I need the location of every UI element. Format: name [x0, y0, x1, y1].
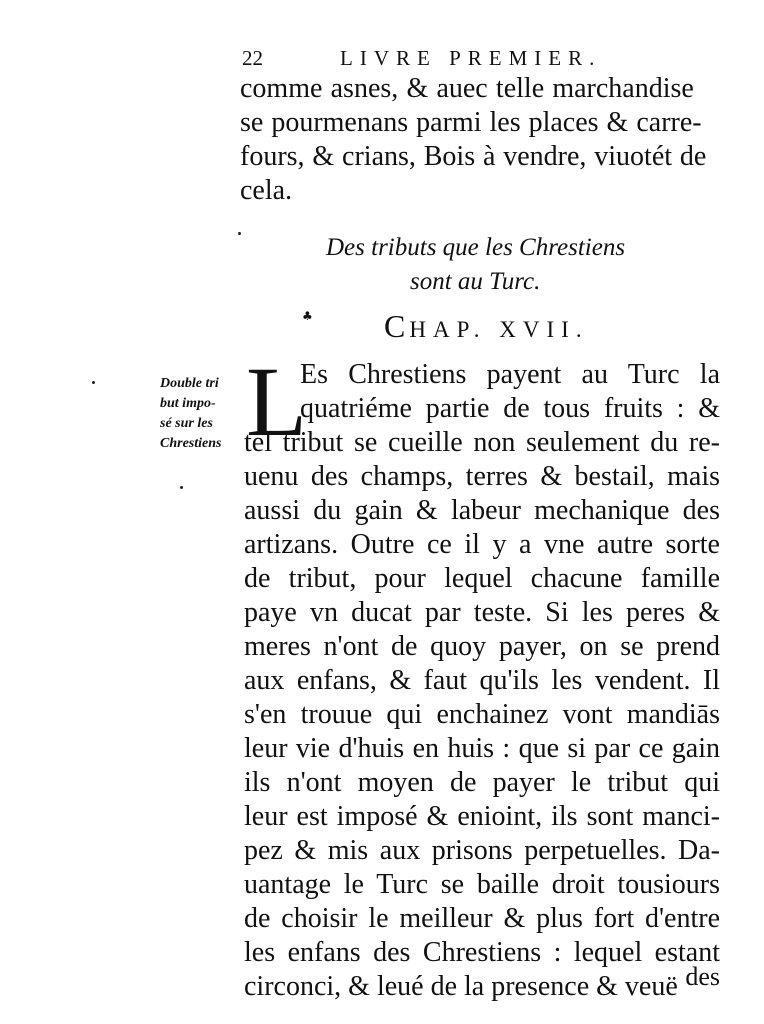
text-line: cela. [240, 175, 293, 206]
text-line: de choisir le meilleur & plus fort d'entre [244, 903, 720, 934]
text-line: circonci, & leué de la presence & veuë [244, 971, 678, 1002]
margin-note [160, 374, 242, 454]
text-line: comme asnes, & auec telle marchandise [240, 73, 694, 104]
text-line: meres n'ont de quoy payer, on se prend [244, 631, 720, 662]
text-line: leur est imposé & enioint, ils sont manci- [244, 801, 720, 832]
ink-speck [92, 381, 95, 384]
text-line: s'en trouue qui enchainez vont mandiās [244, 699, 720, 730]
page-number: 22 [242, 46, 263, 70]
margin-note-line: sé sur les [160, 416, 213, 431]
text-line: Es Chrestiens payent au Turc la [300, 359, 720, 390]
text-line: uantage le Turc se baille droit tousiours [244, 869, 720, 900]
text-line: paye vn ducat par teste. Si les peres & [244, 597, 720, 628]
chapter-number [384, 308, 589, 345]
text-line: de tribut, pour lequel chacune famille [244, 563, 720, 594]
chapter-title-line-1: Des tributs que les Chrestiens [326, 234, 626, 261]
chapter-number-rest: HAP. XVII. [409, 317, 589, 342]
ink-speck [238, 232, 241, 235]
text-line: leur vie d'huis en huis : que si par ce gain [244, 733, 720, 764]
text-line: uenu des champs, terres & bestail, mais [244, 461, 720, 492]
chapter-title-line-2: sont au Turc. [410, 268, 541, 295]
text-line: aussi du gain & labeur mechanique des [244, 495, 720, 526]
catchword: des [685, 962, 720, 991]
text-line: aux enfans, & faut qu'ils les vendent. Il [244, 665, 720, 696]
margin-note-line: Chrestiens [160, 436, 222, 451]
text-line: fours, & crians, Bois à vendre, viuotét de [240, 141, 707, 172]
text-line: tel tribut se cueille non seulement du re- [244, 427, 720, 458]
text-line: quatriéme partie de tous fruits : & [300, 393, 720, 424]
ink-speck [180, 486, 183, 489]
chapter-number-initial: C [384, 308, 410, 344]
text-line: les enfans des Chrestiens : lequel estant [244, 937, 720, 968]
running-title: LIVRE PREMIER. [340, 46, 602, 70]
ornament-icon: ♣ [302, 309, 313, 323]
margin-note-line: but impo- [160, 396, 216, 411]
margin-note-line: Double tri [160, 376, 219, 391]
text-line: artizans. Outre ce il y a vne autre sorte [244, 529, 720, 560]
text-line: ils n'ont moyen de payer le tribut qui [244, 767, 720, 798]
text-line: pez & mis aux prisons perpetuelles. Da- [244, 835, 720, 866]
drop-cap: L [246, 346, 308, 457]
text-line: se pourmenans parmi les places & carre- [240, 107, 702, 138]
